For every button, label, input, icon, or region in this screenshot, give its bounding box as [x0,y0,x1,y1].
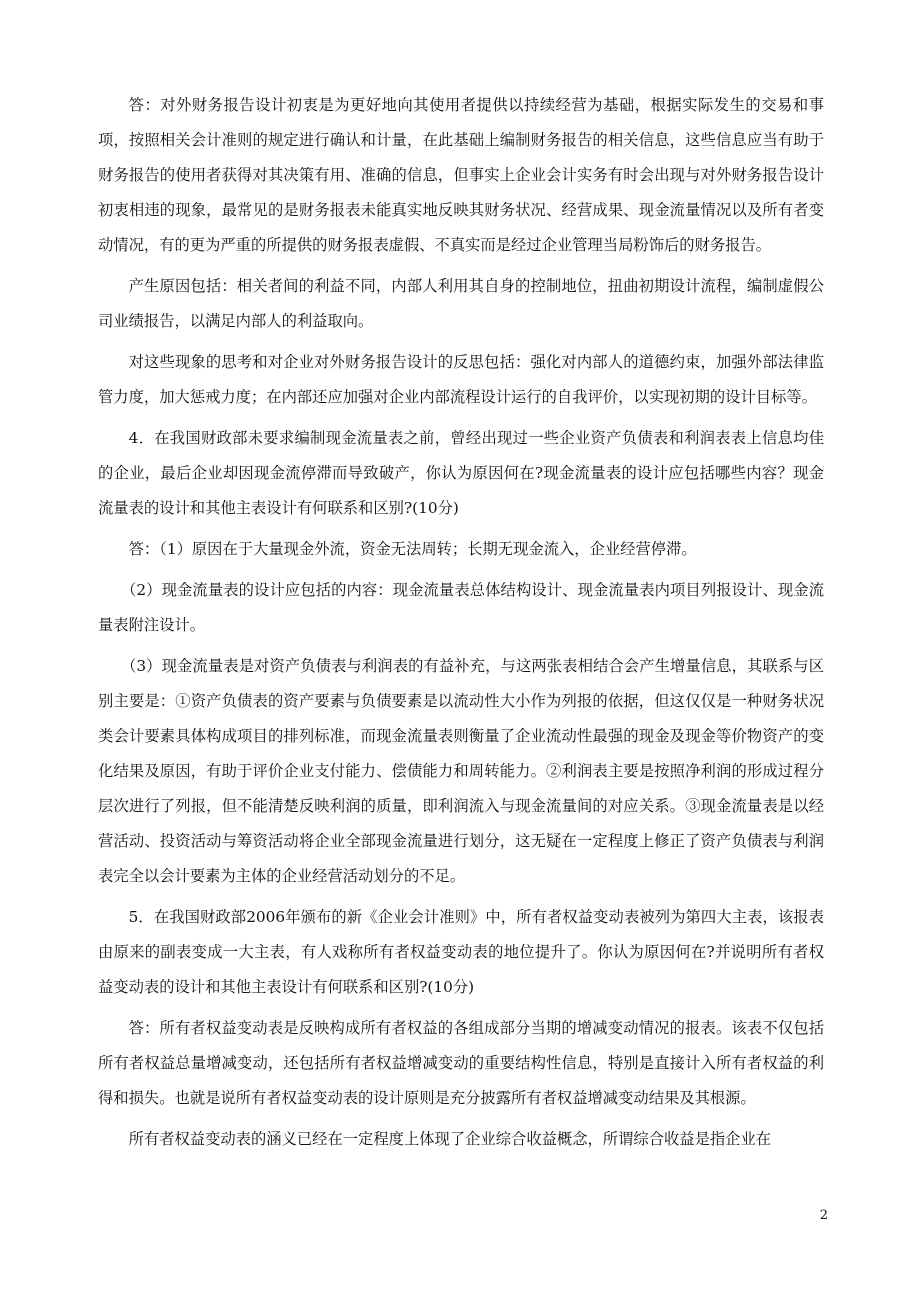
paragraph-comprehensive-income: 所有者权益变动表的涵义已经在一定程度上体现了企业综合收益概念，所谓综合收益是指企业在 [128,1130,772,1148]
paragraph-reflection: 对这些现象的思考和对企业对外财务报告设计的反思包括：强化对内部人的道德约束，加强外部法律监管力度，加大惩戒力度；在内部还应加强对企业内部流程设计运行的自我评价，以实现初期的设计目标等。 [98,353,824,406]
answer-4-part-3: （3）现金流量表是对资产负债表与利润表的有益补充，与这两张表相结合会产生增量信息，其联系与区别主要是：①资产负债表的资产要素与负债要素是以流动性大小作为列报的依据，但这仅仅是一种财务状况类会计要素具体构成项目的排列标准，而现金流量表则衡量了企业流动性最强的现金及现金等价物资产的变化结果及原因，有助于评价企业支付能力、偿债能力和周转能力。②利润表主要是按照净利润的形成过程分层次进行了列报，但不能清楚反映利润的质量，即利润流入与现金流量间的对应关系。③现金流量表是以经营活动、投资活动与筹资活动将企业全部现金流量进行划分，这无疑在一定程度上修正了资产负债表与利润表完全以会计要素为主体的企业经营活动划分的不足。 [98,657,824,885]
question-5: 5．在我国财政部2006年颁布的新《企业会计准则》中，所有者权益变动表被列为第四大主表，该报表由原来的副表变成一大主表，有人戏称所有者权益变动表的地位提升了。你认为原因何在?并说明所有者权益变动表的设计和其他主表设计有何联系和区别?(10分) [98,908,824,996]
paragraph-causes: 产生原因包括：相关者间的利益不同，内部人利用其自身的控制地位，扭曲初期设计流程，编制虚假公司业绩报告，以满足内部人的利益取向。 [98,277,824,330]
answer-4-part-2: （2）现金流量表的设计应包括的内容：现金流量表总体结构设计、现金流量表内项目列报设计、现金流量表附注设计。 [98,581,824,634]
answer-4-part-1: 答：（1）原因在于大量现金外流，资金无法周转；长期无现金流入，企业经营停滞。 [128,540,697,558]
page-number: 2 [819,1208,828,1223]
question-4: 4．在我国财政部未要求编制现金流量表之前，曾经出现过一些企业资产负债表和利润表表上信息均佳的企业，最后企业却因现金流停滞而导致破产，你认为原因何在?现金流量表的设计应包括哪些内容？现金流量表的设计和其他主表设计有何联系和区别?(10分) [98,429,824,517]
paragraph-answer-3: 答：对外财务报告设计初衷是为更好地向其使用者提供以持续经营为基础，根据实际发生的交易和事项，按照相关会计准则的规定进行确认和计量，在此基础上编制财务报告的相关信息，这些信息应当有助于财务报告的使用者获得对其决策有用、准确的信息，但事实上企业会计实务有时会出现与对外财务报告设计初衷相违的现象，最常见的是财务报表未能真实地反映其财务状况、经营成果、现金流量情况以及所有者变动情况，有的更为严重的所提供的财务报表虚假、不真实而是经过企业管理当局粉饰后的财务报告。 [98,96,824,254]
answer-5: 答：所有者权益变动表是反映构成所有者权益的各组成部分当期的增减变动情况的报表。该表不仅包括所有者权益总量增减变动，还包括所有者权益增减变动的重要结构性信息，特别是直接计入所有者权益的利得和损失。也就是说所有者权益变动表的设计原则是充分披露所有者权益增减变动结果及其根源。 [98,1019,824,1107]
document-body [98,88,824,1163]
